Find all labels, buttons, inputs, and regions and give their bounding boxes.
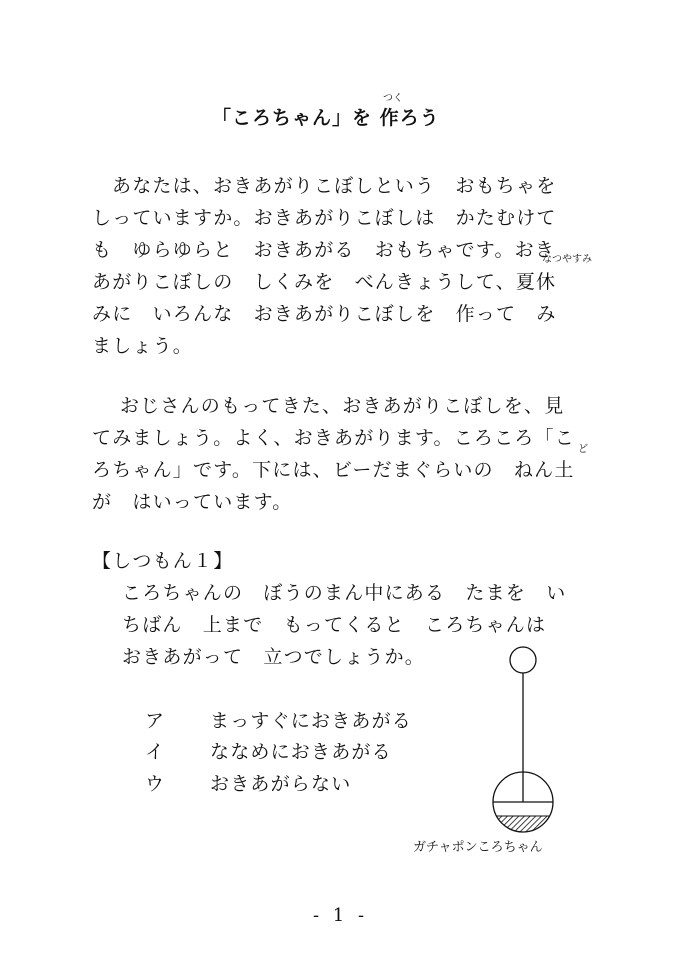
option-text-i: ななめにおきあがる bbox=[210, 741, 392, 763]
question-line: ちばん 上まで もってくると ころちゃんは bbox=[122, 614, 547, 636]
option-letter-a: ア bbox=[145, 710, 166, 732]
question-label: 【しつもん１】 bbox=[92, 550, 234, 572]
paragraph-line: も ゆらゆらと おきあがる おもちゃです。おき bbox=[92, 239, 556, 261]
figure-caption: ガチャポンころちゃん bbox=[413, 840, 543, 855]
title-ruby: つく bbox=[383, 93, 403, 104]
page-number: - 1 - bbox=[313, 905, 369, 926]
ruby-do: ど bbox=[578, 444, 588, 455]
paragraph-line: ましょう。 bbox=[92, 335, 194, 357]
page-title: 「ころちゃん」を 作ろう bbox=[212, 107, 440, 129]
paragraph-line: あがりこぼしの しくみを べんきょうして、夏休 bbox=[92, 271, 557, 293]
paragraph-2 bbox=[92, 390, 575, 518]
paragraph-line: あなたは、おきあがりこぼしという おもちゃを bbox=[112, 175, 557, 197]
paragraph-line: てみましょう。よく、おきあがります。ころころ「こ bbox=[92, 427, 575, 449]
option-letter-u: ウ bbox=[145, 773, 166, 795]
top-ball bbox=[510, 647, 536, 673]
paragraph-line: ろちゃん」です。下には、ビーだまぐらいの ねん土 bbox=[92, 459, 575, 481]
paragraph-line: おじさんのもってきた、おきあがりこぼしを、見 bbox=[120, 395, 565, 417]
paragraph-1 bbox=[92, 170, 557, 362]
question-line: ころちゃんの ぼうのまん中にある たまを い bbox=[122, 582, 567, 604]
paragraph-line: しっていますか。おきあがりこぼしは かたむけて bbox=[92, 207, 557, 229]
option-text-u: おきあがらない bbox=[210, 773, 352, 795]
option-text-a: まっすぐにおきあがる bbox=[210, 710, 413, 732]
question-line: おきあがって 立つでしょうか。 bbox=[122, 646, 426, 668]
paragraph-line: みに いろんな おきあがりこぼしを 作って み bbox=[92, 303, 557, 325]
korochan-figure bbox=[485, 640, 565, 835]
ruby-natsuyasumi: なつやすみ bbox=[542, 254, 592, 265]
paragraph-line: が はいっています。 bbox=[92, 491, 293, 513]
option-letter-i: イ bbox=[145, 741, 166, 763]
